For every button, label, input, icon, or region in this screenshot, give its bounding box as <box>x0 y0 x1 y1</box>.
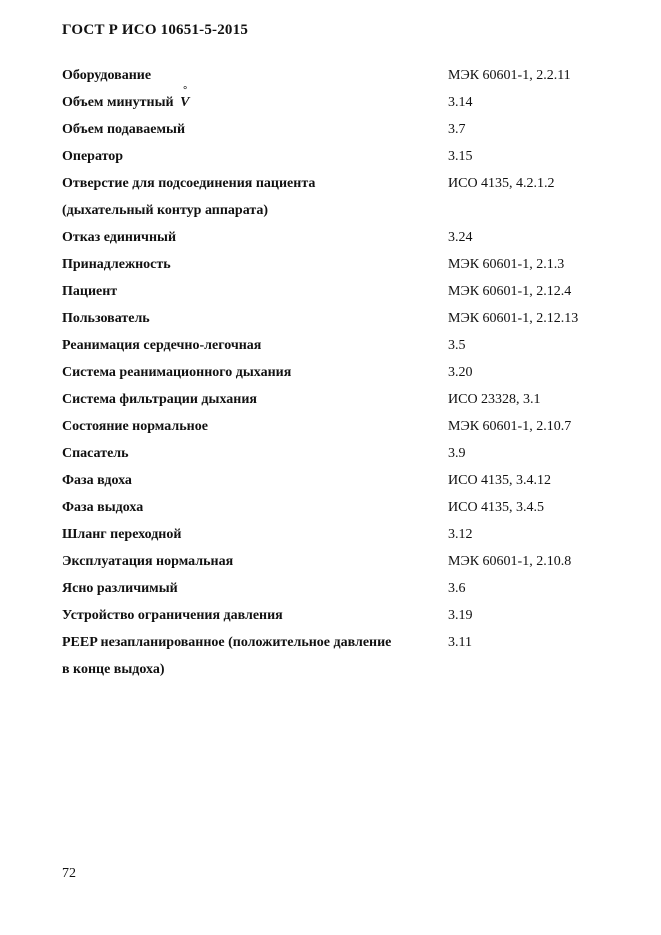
term-reference: 3.5 <box>448 338 466 353</box>
term-reference: 3.24 <box>448 230 473 245</box>
table-row <box>62 278 622 305</box>
term-text: Объем минутный <box>62 95 174 110</box>
term-name: Устройство ограничения давления <box>62 608 283 623</box>
table-row <box>62 332 622 359</box>
term-reference: 3.9 <box>448 446 466 461</box>
term-name: Спасатель <box>62 446 129 461</box>
term-reference: МЭК 60601-1, 2.2.11 <box>448 68 571 83</box>
term-reference: 3.12 <box>448 527 473 542</box>
term-reference: ИСО 4135, 3.4.5 <box>448 500 545 515</box>
table-row <box>62 89 622 116</box>
term-name: Система фильтрации дыхания <box>62 392 257 407</box>
table-row <box>62 359 622 386</box>
term-reference: ИСО 23328, 3.1 <box>448 392 541 407</box>
table-row <box>62 116 622 143</box>
term-name: Реанимация сердечно-легочная <box>62 338 262 353</box>
term-name: Оператор <box>62 149 124 164</box>
term-text: Отверстие для подсоединения пациента <box>62 176 316 191</box>
term-reference: ИСО 4135, 4.2.1.2 <box>448 176 555 191</box>
term-index-table <box>62 62 622 683</box>
term-reference: 3.15 <box>448 149 473 164</box>
term-text-continued: в конце выдоха) <box>62 662 165 677</box>
table-row <box>62 602 622 629</box>
table-row <box>62 170 622 224</box>
document-header: ГОСТ Р ИСО 10651-5-2015 <box>62 22 249 38</box>
term-text: PEEP незапланированное (положительное давление <box>62 635 392 650</box>
term-name: Фаза вдоха <box>62 473 132 488</box>
page-number: 72 <box>62 866 76 881</box>
table-row <box>62 386 622 413</box>
term-name <box>62 170 448 224</box>
term-name: Пациент <box>62 284 118 299</box>
table-row <box>62 224 622 251</box>
term-name: Шланг переходной <box>62 527 182 542</box>
term-reference: МЭК 60601-1, 2.10.7 <box>448 419 572 434</box>
v-dot-symbol: ° V <box>180 89 189 116</box>
term-reference: МЭК 60601-1, 2.12.4 <box>448 284 572 299</box>
table-row <box>62 629 622 683</box>
term-name: Ясно различимый <box>62 581 178 596</box>
term-reference: 3.11 <box>448 635 472 650</box>
term-name: Фаза выдоха <box>62 500 144 515</box>
term-reference: МЭК 60601-1, 2.12.13 <box>448 311 579 326</box>
term-name: Принадлежность <box>62 257 171 272</box>
term-name: Пользователь <box>62 311 150 326</box>
term-reference: 3.6 <box>448 581 466 596</box>
term-name: Эксплуатация нормальная <box>62 554 234 569</box>
table-row <box>62 521 622 548</box>
table-row <box>62 251 622 278</box>
term-reference: МЭК 60601-1, 2.1.3 <box>448 257 565 272</box>
term-name: Система реанимационного дыхания <box>62 365 292 380</box>
term-name: Оборудование <box>62 68 152 83</box>
term-reference: 3.19 <box>448 608 473 623</box>
term-name <box>62 629 448 683</box>
term-reference: 3.20 <box>448 365 473 380</box>
term-reference: 3.14 <box>448 95 473 110</box>
table-row <box>62 548 622 575</box>
term-reference: ИСО 4135, 3.4.12 <box>448 473 552 488</box>
table-row <box>62 575 622 602</box>
table-row <box>62 413 622 440</box>
term-name: Объем подаваемый <box>62 122 186 137</box>
table-row <box>62 62 622 89</box>
table-row <box>62 305 622 332</box>
table-row <box>62 143 622 170</box>
term-name <box>62 89 448 116</box>
term-text-continued: (дыхательный контур аппарата) <box>62 203 269 218</box>
table-row <box>62 494 622 521</box>
term-reference: 3.7 <box>448 122 466 137</box>
term-reference: МЭК 60601-1, 2.10.8 <box>448 554 572 569</box>
term-name: Состояние нормальное <box>62 419 208 434</box>
table-row <box>62 440 622 467</box>
table-row <box>62 467 622 494</box>
term-name: Отказ единичный <box>62 230 177 245</box>
